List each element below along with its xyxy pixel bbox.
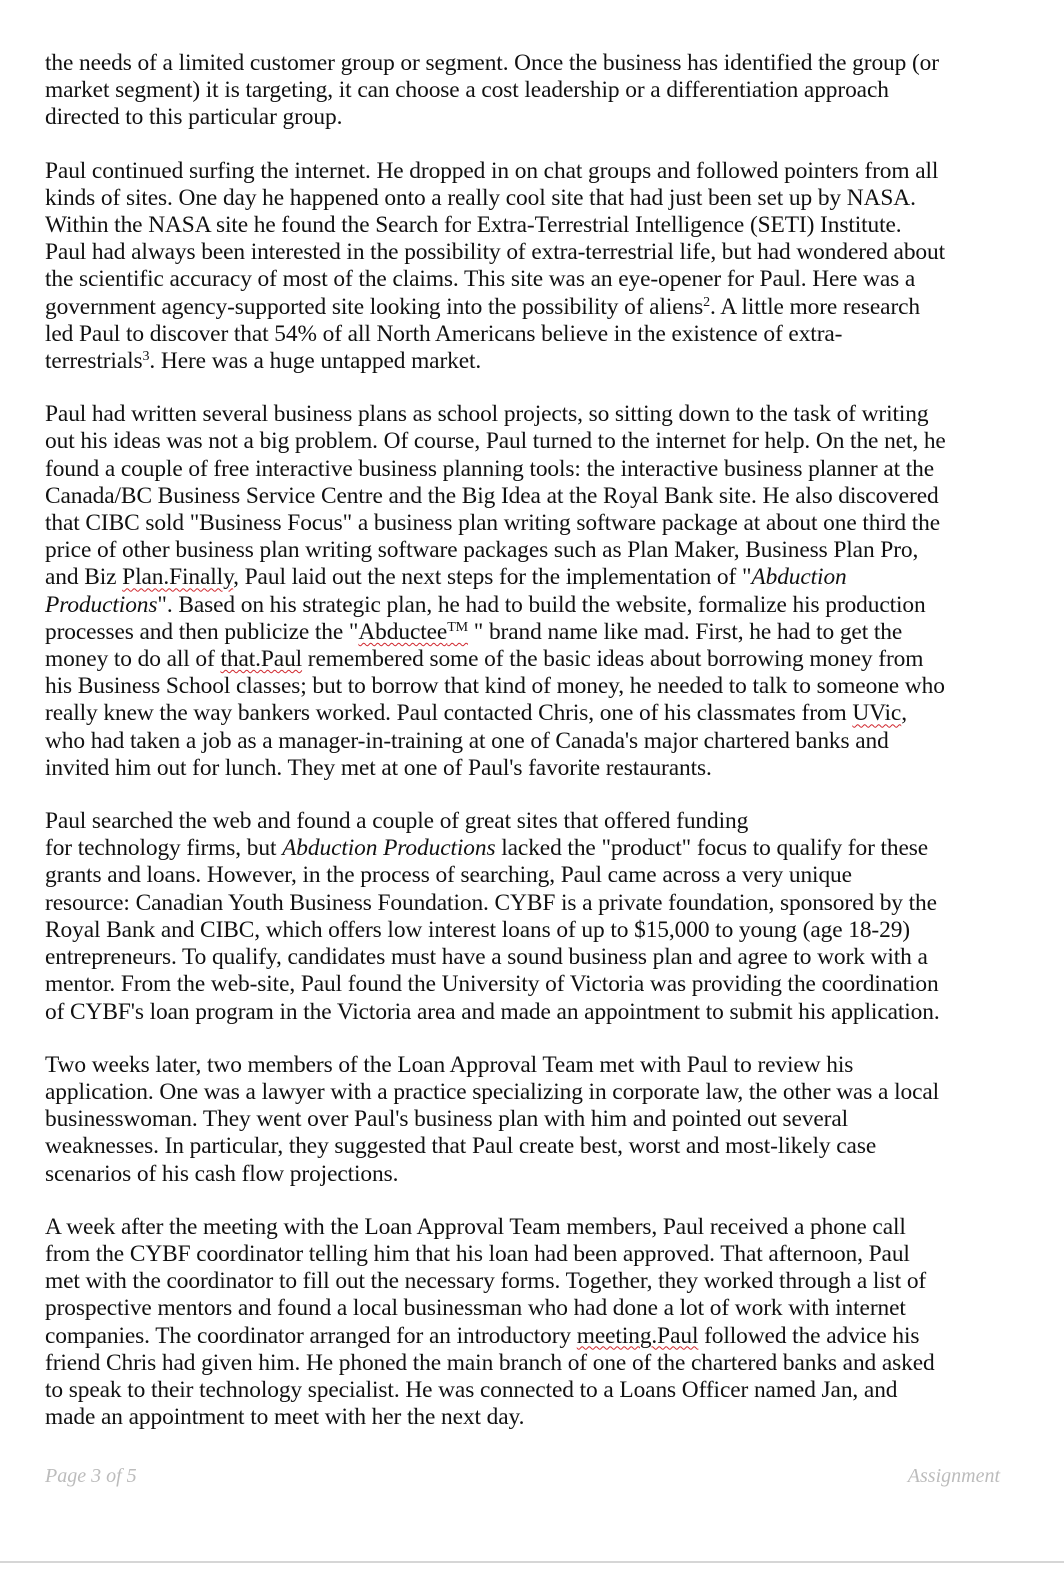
page-number-footer: Page 3 of 5 — [45, 1465, 137, 1487]
paragraph — [45, 401, 1005, 782]
text-run: , — [901, 700, 907, 727]
text-line: met with the coordinator to fill out the necessary forms. Together, they worked through a list of — [45, 1268, 927, 1295]
paragraph — [45, 50, 1005, 132]
text-line: scenarios of his cash flow projections. — [45, 1160, 399, 1187]
trademark-mark: TM — [447, 619, 469, 635]
text-line: grants and loans. However, in the process of searching, Paul came across a very unique — [45, 862, 852, 889]
text-line: made an appointment to meet with her the next day. — [45, 1404, 525, 1431]
footnote-ref: 3 — [142, 349, 150, 365]
text-run: . Here was a huge untapped market. — [149, 348, 482, 375]
text-line — [45, 700, 1005, 727]
text-line: application. One was a lawyer with a practice specializing in corporate law, the other was a local — [45, 1078, 940, 1105]
text-run: " brand name like mad. First, he had to get the — [468, 618, 903, 645]
text-line: who had taken a job as a manager-in-training at one of Canada's major chartered banks and — [45, 727, 889, 754]
italic-title: Productions — [45, 591, 158, 618]
text-run: , Paul laid out the next steps for the implementation of " — [233, 564, 752, 591]
text-line: Paul had always been interested in the possibility of extra-terrestrial life, but had wondered about — [45, 239, 946, 266]
text-line: market segment) it is targeting, it can choose a cost leadership or a differentiation approach — [45, 77, 889, 104]
text-line: price of other business plan writing software packages such as Plan Maker, Business Plan Pro, — [45, 537, 919, 564]
text-line — [45, 592, 1005, 619]
text-run: . A little more research — [710, 293, 921, 320]
flagged-word-text: Abductee — [358, 618, 448, 645]
text-line: led Paul to discover that 54% of all North Americans believe in the existence of extra- — [45, 320, 843, 347]
text-line: friend Chris had given him. He phoned the main branch of one of the chartered banks and asked — [45, 1349, 935, 1376]
text-run: and Biz — [45, 564, 123, 591]
text-run: for technology firms, but — [45, 835, 283, 862]
italic-title: Abduction — [751, 564, 847, 591]
text-run: terrestrials — [45, 348, 143, 375]
document-label-footer: Assignment — [907, 1465, 1000, 1487]
text-line: Paul continued surfing the internet. He dropped in on chat groups and followed pointers from all — [45, 157, 939, 184]
text-line: Within the NASA site he found the Search for Extra-Terrestrial Intelligence (SETI) Institute. — [45, 212, 902, 239]
text-line: of CYBF's loan program in the Victoria area and made an appointment to submit his application. — [45, 998, 940, 1025]
text-line — [45, 1323, 1005, 1350]
text-line — [45, 294, 1005, 321]
text-line — [45, 619, 1005, 646]
footnote-ref: 2 — [703, 294, 711, 310]
text-line: prospective mentors and found a local businessman who had done a lot of work with internet — [45, 1295, 906, 1322]
text-line: that CIBC sold "Business Focus" a business plan writing software package at about one third the — [45, 510, 941, 537]
text-line: Canada/BC Business Service Centre and the Big Idea at the Royal Bank site. He also discovered — [45, 482, 939, 509]
text-line: mentor. From the web-site, Paul found the University of Victoria was providing the coordination — [45, 971, 939, 998]
text-line: the scientific accuracy of most of the claims. This site was an eye-opener for Paul. Here was a — [45, 266, 916, 293]
text-line: the needs of a limited customer group or segment. Once the business has identified the group (or — [45, 50, 939, 76]
text-line: Two weeks later, two members of the Loan Approval Team met with Paul to review his — [45, 1051, 854, 1078]
paragraph — [45, 158, 1005, 376]
text-line: his Business School classes; but to borrow that kind of money, he needed to talk to someone who — [45, 673, 945, 700]
text-line: to speak to their technology specialist. He was connected to a Loans Officer named Jan, and — [45, 1376, 898, 1403]
text-line: entrepreneurs. To qualify, candidates must have a sound business plan and agree to work with a — [45, 944, 928, 971]
text-run: ". Based on his strategic plan, he had to build the website, formalize his production — [157, 591, 926, 618]
text-line: Paul searched the web and found a couple of great sites that offered funding — [45, 808, 749, 835]
text-line: Paul had written several business plans as school projects, so sitting down to the task of writing — [45, 401, 929, 428]
text-line: A week after the meeting with the Loan Approval Team members, Paul received a phone call — [45, 1213, 906, 1240]
paragraph — [45, 1214, 1005, 1432]
spellcheck-flagged-word[interactable]: UVic — [852, 700, 902, 727]
text-run: processes and then publicize the " — [45, 618, 359, 645]
text-run: companies. The coordinator arranged for an introductory — [45, 1322, 577, 1349]
text-run: government agency-supported site looking into the possibility of aliens — [45, 293, 704, 320]
text-line: resource: Canadian Youth Business Foundation. CYBF is a private foundation, sponsored by the — [45, 889, 937, 916]
paragraph — [45, 1052, 1005, 1188]
text-line: kinds of sites. One day he happened onto a really cool site that had just been set up by NASA. — [45, 184, 916, 211]
text-line: weaknesses. In particular, they suggested that Paul create best, worst and most-likely case — [45, 1133, 877, 1160]
page-bottom-divider — [0, 1561, 1064, 1563]
spellcheck-flagged-word[interactable]: that.Paul — [220, 646, 303, 673]
text-line: from the CYBF coordinator telling him that his loan had been approved. That afternoon, Paul — [45, 1240, 910, 1267]
italic-title: Abduction Productions — [282, 835, 496, 862]
text-run: lacked the "product" focus to qualify for these — [495, 835, 929, 862]
spellcheck-flagged-word[interactable] — [358, 619, 468, 645]
text-line: businesswoman. They went over Paul's business plan with him and pointed out several — [45, 1106, 848, 1133]
text-line — [45, 835, 1005, 862]
text-run: really knew the way bankers worked. Paul contacted Chris, one of his classmates from — [45, 700, 853, 727]
document-body — [45, 50, 1005, 1457]
text-run: remembered some of the basic ideas about borrowing money from — [302, 646, 924, 673]
text-run: followed the advice his — [698, 1322, 920, 1349]
paragraph — [45, 808, 1005, 1026]
text-line: Royal Bank and CIBC, which offers low interest loans of up to $15,000 to young (age 18-29) — [45, 916, 910, 943]
text-line: directed to this particular group. — [45, 104, 343, 131]
text-line — [45, 348, 1005, 375]
text-line: out his ideas was not a big problem. Of course, Paul turned to the internet for help. On the net, he — [45, 428, 946, 455]
text-run: money to do all of — [45, 646, 221, 673]
text-line — [45, 564, 1005, 591]
text-line: found a couple of free interactive business planning tools: the interactive business planner at the — [45, 455, 935, 482]
text-line — [45, 646, 1005, 673]
text-line: invited him out for lunch. They met at one of Paul's favorite restaurants. — [45, 754, 712, 781]
spellcheck-flagged-word[interactable]: meeting.Paul — [576, 1322, 699, 1349]
spellcheck-flagged-word[interactable]: Plan.Finally — [122, 564, 234, 591]
